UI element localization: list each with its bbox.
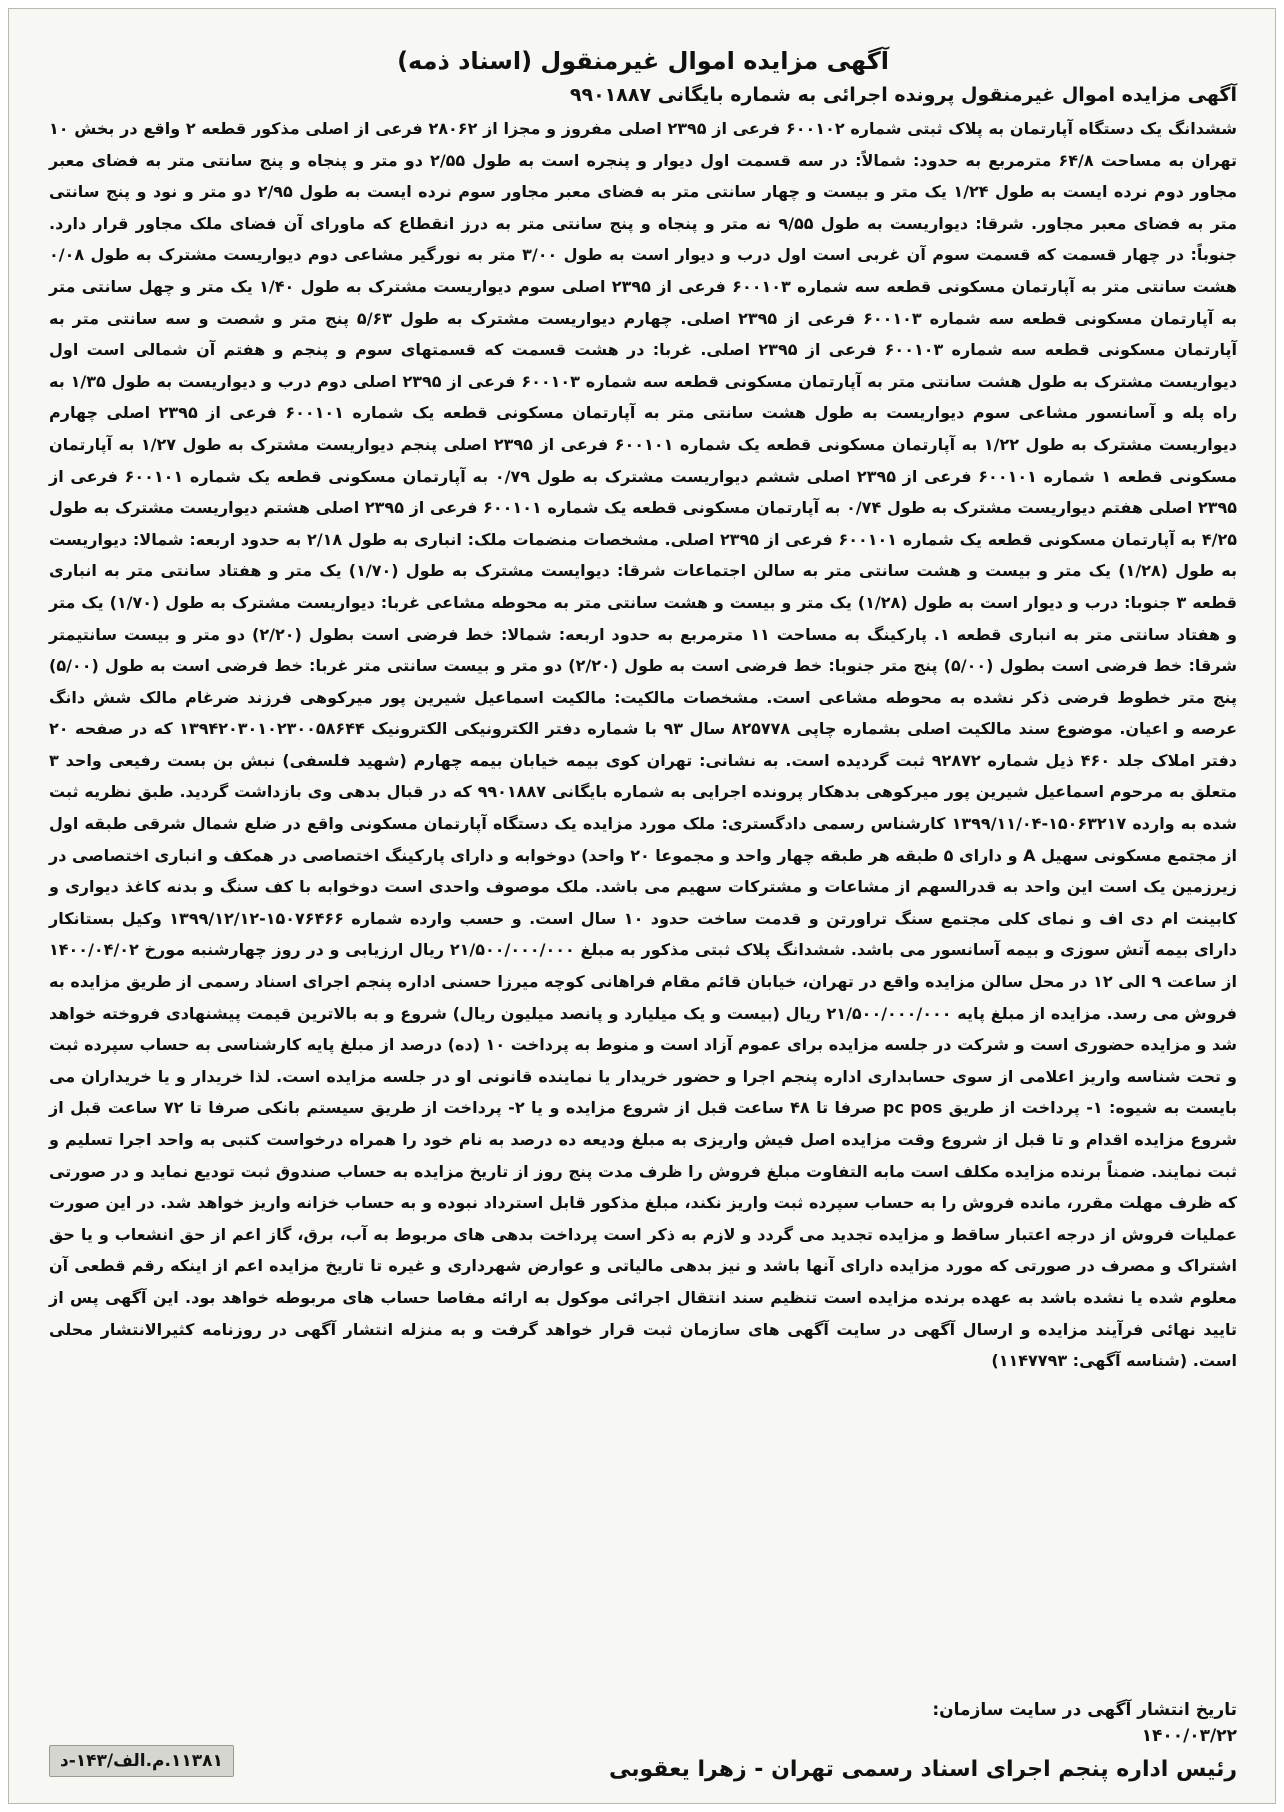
publish-info: [932, 1697, 1237, 1749]
notice-footer: [49, 1697, 1237, 1783]
notice-code: ۱۱۳۸۱.م.الف/۱۴۳-د: [49, 1745, 234, 1777]
notice-title: آگهی مزایده اموال غیرمنقول (اسناد ذمه): [397, 47, 889, 75]
notice-body: ششدانگ یک دستگاه آپارتمان به پلاک ثبتی شماره ۶۰۰۱۰۲ فرعی از ۲۳۹۵ اصلی مفروز و مجزا از ۲۸۰۶۲ فرعی از اصلی مذکور قطعه ۲ واقع در بخش ۱۰ تهران به مساحت ۶۴/۸ مترمربع به حدود: شمالاً: در سه قسمت اول دیوار و پنجره است به طول ۲/۵۵ دو متر و پنجاه و پنج سانتی متر به فضای معبر مجاور دوم نرده ایست به طول ۱/۲۴ یک متر و بیست و چهار سانتی متر به فضای معبر مجاور سوم نرده ایست به طول ۲/۹۵ دو متر و نود و پنج سانتی متر به فضای معبر مجاور. شرقا: دیواریست به طول ۹/۵۵ نه متر و پنجاه و پنج سانتی متر به درز انقطاع که ماورای آن فضای ملک مجاور قرار دارد. جنوباً: در چهار قسمت که قسمت سوم آن غربی است اول درب و دیوار است به طول ۳/۰۰ متر به نورگیر مشاعی دوم دیواریست مشترک به طول ۰/۰۸ هشت سانتی متر به آپارتمان مسکونی قطعه سه شماره ۶۰۰۱۰۳ فرعی از ۲۳۹۵ اصلی سوم دیواریست مشترک به طول ۱/۴۰ یک متر و چهل سانتی متر به آپارتمان مسکونی قطعه سه شماره ۶۰۰۱۰۳ فرعی از ۲۳۹۵ اصلی. چهارم دیواریست مشترک به طول ۵/۶۳ پنج متر و شصت و سه سانتی متر به آپارتمان مسکونی قطعه سه شماره ۶۰۰۱۰۳ فرعی از ۲۳۹۵ اصلی. غربا: در هشت قسمت که قسمتهای سوم و پنجم و هفتم آن شمالی است اول دیواریست مشترک به طول هشت سانتی متر به آپارتمان مسکونی قطعه سه شماره ۶۰۰۱۰۳ فرعی از ۲۳۹۵ اصلی دوم درب و دیواریست به طول ۱/۳۵ به راه پله و آسانسور مشاعی سوم دیواریست به طول هشت سانتی متر به آپارتمان مسکونی قطعه یک شماره ۶۰۰۱۰۱ فرعی از ۲۳۹۵ اصلی چهارم دیواریست مشترک به طول ۱/۲۲ به آپارتمان مسکونی قطعه یک شماره ۶۰۰۱۰۱ فرعی از ۲۳۹۵ اصلی پنجم دیواریست مشترک به طول ۱/۲۷ به آپارتمان مسکونی قطعه ۱ شماره ۶۰۰۱۰۱ فرعی از ۲۳۹۵ اصلی ششم دیواریست مشترک به طول ۰/۷۹ به آپارتمان مسکونی قطعه یک شماره ۶۰۰۱۰۱ فرعی از ۲۳۹۵ اصلی هفتم دیواریست مشترک به طول ۰/۷۴ به آپارتمان مسکونی قطعه یک شماره ۶۰۰۱۰۱ فرعی از ۲۳۹۵ اصلی هشتم دیواریست مشترک به طول ۴/۲۵ به آپارتمان مسکونی قطعه یک شماره ۶۰۰۱۰۱ فرعی از ۲۳۹۵ اصلی. مشخصات منضمات ملک: انباری به طول ۲/۱۸ به حدود اربعه: شمالا: دیواریست به طول (۱/۲۸) یک متر و بیست و هشت سانتی متر به سالن اجتماعات شرقا: دیوایست مشترک به طول (۱/۷۰) یک متر و هفتاد سانتی متر به انباری قطعه ۳ جنوبا: درب و دیوار است به طول (۱/۲۸) یک متر و بیست و هشت سانتی متر به محوطه مشاعی غربا: دیواریست مشترک به طول (۱/۷۰) یک متر و هفتاد سانتی متر به انباری قطعه ۱. پارکینگ به مساحت ۱۱ مترمربع به حدود اربعه: شمالا: خط فرضی است بطول (۲/۲۰) دو متر و بیست سانتیمتر شرقا: خط فرضی است بطول (۵/۰۰) پنج متر جنوبا: خط فرضی است به طول (۲/۲۰) دو متر و بیست سانتی متر غربا: خط فرضی است به طول (۵/۰۰) پنج متر خطوط فرضی ذکر نشده به محوطه مشاعی است. مشخصات مالکیت: مالکیت اسماعیل شیرین پور میرکوهی فرزند ضرغام مالک شش دانگ عرصه و اعیان. موضوع سند مالکیت اصلی بشماره چاپی ۸۲۵۷۷۸ سال ۹۳ با شماره دفتر الکترونیکی الکترونیک ۱۳۹۴۲۰۳۰۱۰۲۳۰۰۵۸۶۴۴ که در صفحه ۲۰ دفتر املاک جلد ۴۶۰ ذیل شماره ۹۲۸۷۲ ثبت گردیده است. به نشانی: تهران کوی بیمه خیابان بیمه چهارم (شهید فلسفی) نبش بن بست رفیعی واحد ۳ متعلق به مرحوم اسماعیل شیرین پور میرکوهی بدهکار پرونده اجرایی به شماره بایگانی ۹۹۰۱۸۸۷ که در قبال بدهی وی بازداشت گردید. طبق نظریه ثبت شده به وارده ۱۵۰۶۳۲۱۷-۱۳۹۹/۱۱/۰۴ کارشناس رسمی دادگستری: ملک مورد مزایده یک دستگاه آپارتمان مسکونی واقع در ضلع شمال شرقی طبقه اول از مجتمع مسکونی سهیل A و دارای ۵ طبقه هر طبقه چهار واحد و مجموعا ۲۰ واحد) دوخوابه و دارای پارکینگ اختصاصی در همکف و انباری اختصاصی در زیرزمین یک است این واحد به قدرالسهم از مشاعات و مشترکات سهیم می باشد. ملک موصوف واحدی است دوخوابه با کف سنگ و بدنه کاغذ دیواری و کابینت ام دی اف و نمای کلی مجتمع سنگ تراورتن و قدمت ساخت حدود ۱۰ سال است. و حسب وارده شماره ۱۵۰۷۶۴۶۶-۱۳۹۹/۱۲/۱۲ وکیل بستانکار دارای بیمه آتش سوزی و بیمه آسانسور می باشد. ششدانگ پلاک ثبتی مذکور به مبلغ ۲۱/۵۰۰/۰۰۰/۰۰۰ ریال ارزیابی و در روز چهارشنبه مورخ ۱۴۰۰/۰۴/۰۲ از ساعت ۹ الی ۱۲ در محل سالن مزایده واقع در تهران، خیابان قائم مقام فراهانی کوچه میرزا حسنی اداره پنجم اجرای اسناد رسمی از طریق مزایده به فروش می رسد. مزایده از مبلغ پایه ۲۱/۵۰۰/۰۰۰/۰۰۰ ریال (بیست و یک میلیارد و پانصد میلیون ریال) شروع و به بالاترین قیمت پیشنهادی فروخته خواهد شد و مزایده حضوری است و شرکت در جلسه مزایده برای عموم آزاد است و منوط به پرداخت ۱۰ (ده) درصد از مبلغ پایه کارشناسی به حساب سپرده ثبت و تحت شناسه واریز اعلامی از سوی حسابداری اداره پنجم اجرا و حضور خریدار یا نماینده قانونی او در جلسه مزایده است. لذا خریدار و یا خریداران می بایست به شیوه: ۱- پرداخت از طریق pc pos صرفا تا ۴۸ ساعت قبل از شروع مزایده و یا ۲- پرداخت از طریق سیستم بانکی صرفا تا ۷۲ ساعت قبل از شروع مزایده اقدام و تا قبل از شروع وقت مزایده اصل فیش واریزی به مبلغ ودیعه ده درصد به نام خود را همراه درخواست کتبی به واحد اجرا تسلیم و ثبت نمایند. ضمناً برنده مزایده مکلف است مابه التفاوت مبلغ فروش را ظرف مدت پنج روز از تاریخ مزایده به حساب صندوق ثبت تودیع نماید و در صورتی که ظرف مهلت مقرر، مانده فروش را به حساب سپرده ثبت واریز نکند، مبلغ مذکور قابل استرداد نبوده و به حساب خزانه واریز خواهد شد. در این صورت عملیات فروش از درجه اعتبار ساقط و مزایده تجدید می گردد و لازم به ذکر است پرداخت بدهی های مربوط به آب، برق، گاز اعم از حق انشعاب و یا حق اشتراک و مصرف در صورتی که مورد مزایده دارای آنها باشد و نیز بدهی مالیاتی و عوارض شهرداری و غیره تا تاریخ مزایده اعم از اینکه رقم قطعی آن معلوم شده یا نشده باشد به عهده برنده مزایده است تنظیم سند انتقال اجرائی موکول به ارائه مفاصا حساب های مربوطه خواهد بود. این آگهی پس از تایید نهائی فرآیند مزایده و ارسال آگهی در سایت آگهی های سازمان ثبت قرار خواهد گرفت و به منزله انتشار آگهی در روزنامه کثیرالانتشار محلی است. (شناسه آگهی: ۱۱۴۷۷۹۳): [49, 119, 1238, 1371]
publish-label: تاریخ انتشار آگهی در سایت سازمان:: [932, 1700, 1237, 1720]
auction-notice: [49, 45, 1237, 1785]
publish-date: ۱۴۰۰/۰۳/۲۲: [1141, 1726, 1237, 1746]
signature: رئیس اداره پنجم اجرای اسناد رسمی تهران - زهرا یعقوبی: [609, 1757, 1237, 1782]
newspaper-page: [8, 8, 1276, 1804]
notice-subtitle: آگهی مزایده اموال غیرمنقول پرونده اجرائی به شماره بایگانی ۹۹۰۱۸۸۷: [569, 84, 1237, 106]
